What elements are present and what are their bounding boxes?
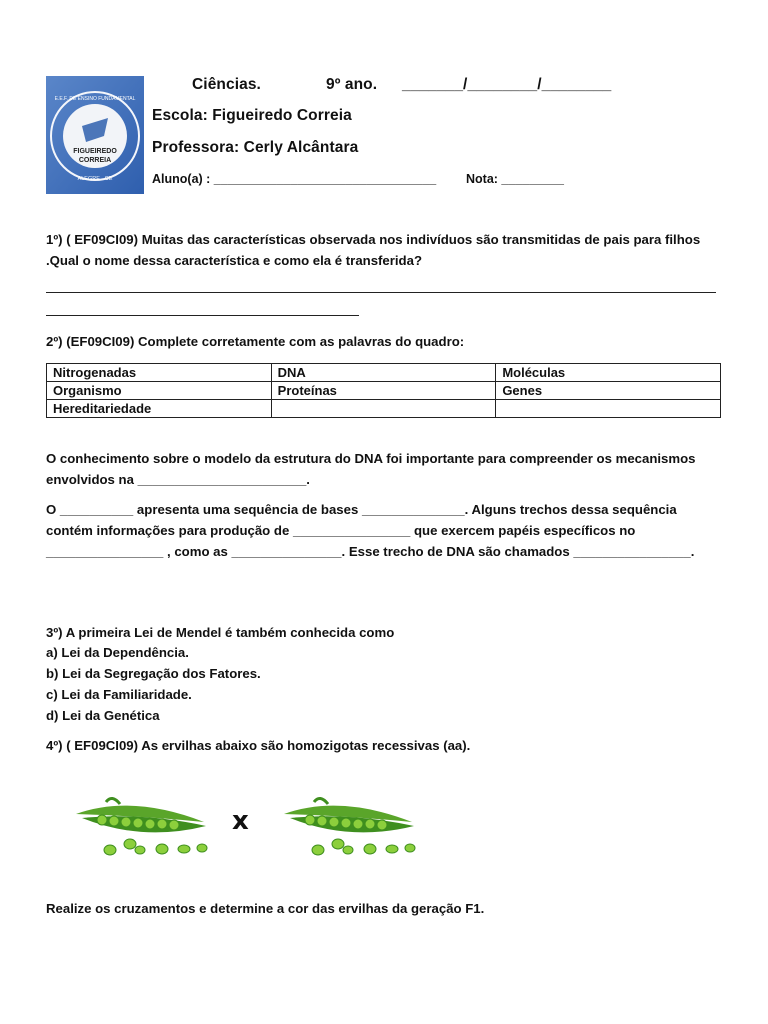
word-box-table (46, 363, 721, 418)
option-b: b) Lei da Segregação dos Fatores. (46, 666, 261, 681)
q2-paragraph-1: O conhecimento sobre o modelo da estrutura do DNA foi importante para compreender os mecanismos envolvidos na _______________________. (46, 451, 696, 487)
grade: 9º ano. (326, 76, 378, 93)
logo-top-text: E.E.F. DE ENSINO FUNDAMENTAL (54, 96, 136, 102)
table-cell (271, 400, 496, 418)
logo-bottom-text: ALEGRE - CE (77, 176, 113, 182)
q2-paragraph-2: O __________ apresenta uma sequência de bases ______________. Alguns trechos dessa sequência contém informações para produção de ________________ que exercem papéis específicos no ________________ , como as _______________. Esse trecho de DNA são chamados ________________. (46, 502, 695, 559)
logo-name-2: CORREIA (78, 157, 112, 164)
grade-field: Nota: _________ (466, 172, 564, 186)
table-cell: Hereditariedade (47, 400, 272, 418)
table-cell: Organismo (47, 382, 272, 400)
table-row (47, 400, 721, 418)
pea-pod-illustration-left (72, 792, 212, 863)
table-cell: Nitrogenadas (47, 364, 272, 382)
answer-line-2 (46, 315, 359, 316)
question-1: 1º) ( EF09CI09) Muitas das características observada nos indivíduos são transmitidas de pais para filhos .Qual o nome dessa característica e como ela é transferida? (46, 232, 701, 268)
subject: Ciências. (192, 76, 261, 93)
option-c: c) Lei da Familiaridade. (46, 687, 192, 702)
answer-line-1 (46, 292, 716, 293)
date-field: _______/________/________ (402, 76, 612, 93)
school-logo (46, 76, 144, 194)
table-cell: Genes (496, 382, 721, 400)
table-row (47, 382, 721, 400)
pea-pod-illustration-right (280, 792, 420, 863)
student-field: Aluno(a) : ________________________________ (152, 172, 437, 186)
q4-instruction: Realize os cruzamentos e determine a cor das ervilhas da geração F1. (46, 901, 485, 916)
question-2-title: 2º) (EF09CI09) Complete corretamente com as palavras do quadro: (46, 334, 465, 349)
question-3-title: 3º) A primeira Lei de Mendel é também conhecida como (46, 625, 395, 640)
table-row (47, 364, 721, 382)
table-cell (496, 400, 721, 418)
school-name: Escola: Figueiredo Correia (152, 107, 352, 124)
question-4-title: 4º) ( EF09CI09) As ervilhas abaixo são homozigotas recessivas (aa). (46, 738, 471, 753)
logo-name-1: FIGUEIREDO (73, 148, 117, 155)
option-d: d) Lei da Genética (46, 708, 160, 723)
table-cell: DNA (271, 364, 496, 382)
option-a: a) Lei da Dependência. (46, 645, 189, 660)
cross-symbol: x (232, 806, 249, 836)
teacher-name: Professora: Cerly Alcântara (152, 139, 359, 156)
table-cell: Proteínas (271, 382, 496, 400)
table-cell: Moléculas (496, 364, 721, 382)
